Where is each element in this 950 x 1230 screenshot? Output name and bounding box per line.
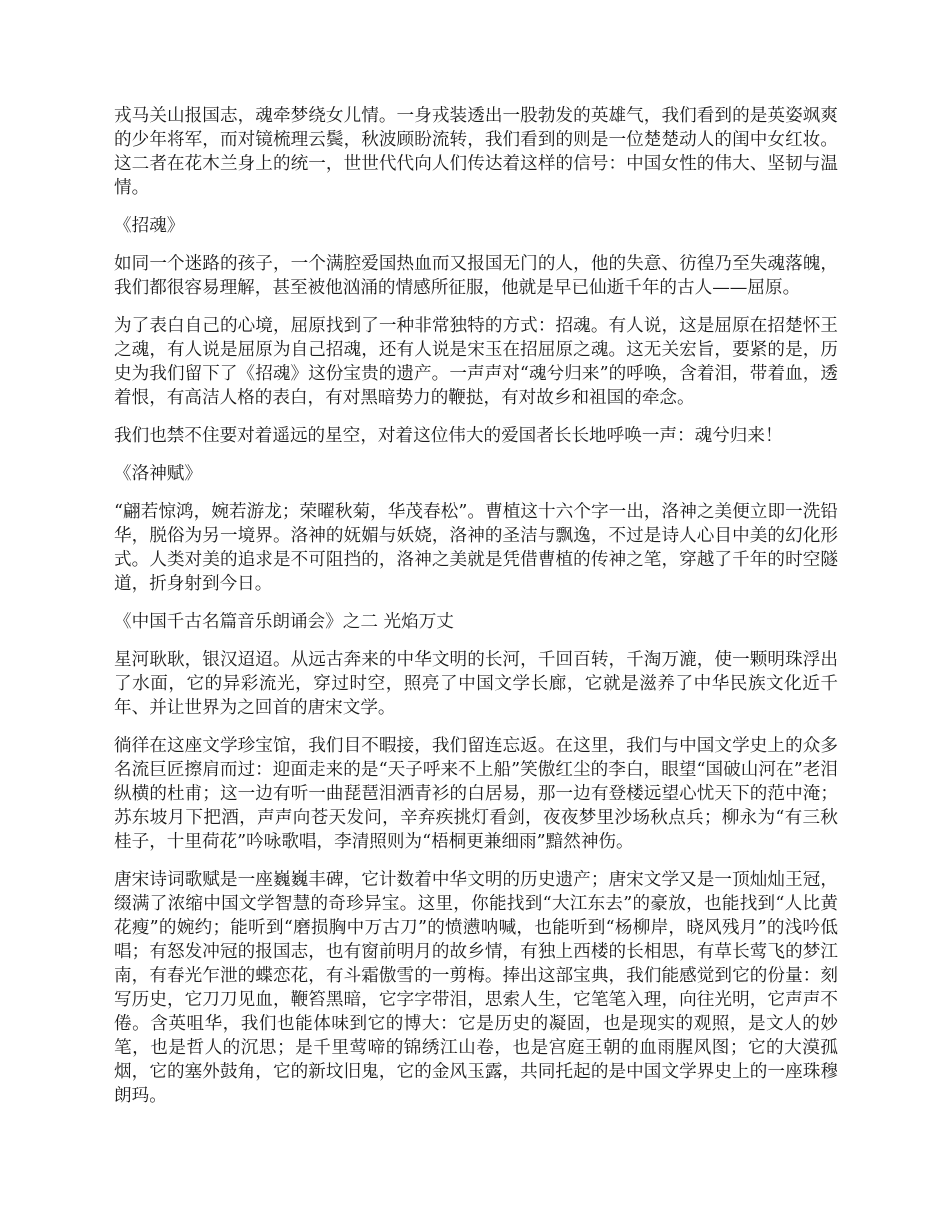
section-title-guangyan: 《中国千古名篇音乐朗诵会》之二 光焰万丈 (114, 612, 454, 632)
paragraph-tangsong: 唐宋诗词歌赋是一座巍巍丰碑，它计数着中华文明的历史遗产；唐宋文学又是一顶灿灿王冠，缀满了浓缩中国文学智慧的奇珍异宝。这里，你能找到“大江东去”的豪放，也能找到“人比黄花瘦”的婉约；能听到“磨损胸中万古刀”的愤懑呐喊，也能听到“杨柳岸，晓风残月”的浅吟低唱；有怒发冲冠的报国志，也有窗前明月的故乡情，有独上西楼的长相思，有草长莺飞的梦江南，有春光乍泄的蝶恋花，有斗霜傲雪的一剪梅。捧出这部宝典，我们能感觉到它的份量：刻写历史，它刀刀见血，鞭笞黑暗，它字字带泪，思索人生，它笔笔入理，向往光明，它声声不倦。含英咀华，我们也能体味到它的博大：它是历史的凝固，也是现实的观照，是文人的妙笔，也是哲人的沉思；是千里莺啼的锦绣江山卷，也是宫庭王朝的血雨腥风图；它的大漠孤烟，它的塞外鼓角，它的新坟旧鬼，它的金风玉露，共同托起的是中国文学界史上的一座珠穆朗玛。 (114, 870, 838, 1106)
paragraph-quyuan: 如同一个迷路的孩子，一个满腔爱国热血而又报国无门的人，他的失意、彷徨乃至失魂落魄，我们都很容易理解，甚至被他汹涌的情感所征服，他就是早已仙逝千年的古人——屈原。 (114, 254, 838, 298)
document-body (114, 104, 838, 1122)
section-title-zhaohun: 《招魂》 (114, 216, 185, 236)
paragraph-call: 我们也禁不住要对着遥远的星空，对着这位伟大的爱国者长长地呼唤一声：魂兮归来！ (114, 426, 783, 446)
paragraph-mulan: 戎马关山报国志，魂牵梦绕女儿情。一身戎装透出一股勃发的英雄气，我们看到的是英姿飒爽的少年将军，而对镜梳理云鬓，秋波顾盼流转，我们看到的则是一位楚楚动人的闺中女红妆。这二者在花木兰身上的统一，世世代代向人们传达着这样的信号：中国女性的伟大、坚韧与温情。 (114, 106, 838, 198)
section-title-luoshenfu: 《洛神赋》 (114, 464, 202, 484)
paragraph-changyang: 徜徉在这座文学珍宝馆，我们目不暇接，我们留连忘返。在这里，我们与中国文学史上的众多名流巨匠擦肩而过：迎面走来的是“天子呼来不上船”笑傲红尘的李白，眼望“国破山河在”老泪纵横的杜甫；这一边有听一曲琵琶泪洒青衫的白居易，那一边有登楼远望心忧天下的范中淹；苏东坡月下把酒，声声向苍天发问，辛弃疾挑灯看剑，夜夜梦里沙场秋点兵；柳永为“有三秋桂子，十里荷花”吟咏歌唱，李清照则为“梧桐更兼细雨”黯然神伤。 (114, 736, 838, 852)
paragraph-xinghe: 星河耿耿，银汉迢迢。从远古奔来的中华文明的长河，千回百转，千淘万漉，使一颗明珠浮出了水面，它的异彩流光，穿过时空，照亮了中国文学长廊，它就是滋养了中华民族文化近千年、并让世界为之回首的唐宋文学。 (114, 650, 838, 718)
paragraph-zhaohun-method: 为了表白自己的心境，屈原找到了一种非常独特的方式：招魂。有人说，这是屈原在招楚怀王之魂，有人说是屈原为自己招魂，还有人说是宋玉在招屈原之魂。这无关宏旨，要紧的是，历史为我们留下了《招魂》这份宝贵的遗产。一声声对“魂兮归来”的呼唤，含着泪，带着血，透着恨，有高洁人格的表白，有对黑暗势力的鞭挞，有对故乡和祖国的牵念。 (114, 316, 838, 408)
paragraph-luoshen: “翩若惊鸿，婉若游龙；荣曜秋菊，华茂春松”。曹植这十六个字一出，洛神之美便立即一洗铅华，脱俗为另一境界。洛神的妩媚与妖娆，洛神的圣洁与飘逸，不过是诗人心目中美的幻化形式。人类对美的追求是不可阻挡的，洛神之美就是凭借曹植的传神之笔，穿越了千年的时空隧道，折身射到今日。 (114, 502, 838, 594)
